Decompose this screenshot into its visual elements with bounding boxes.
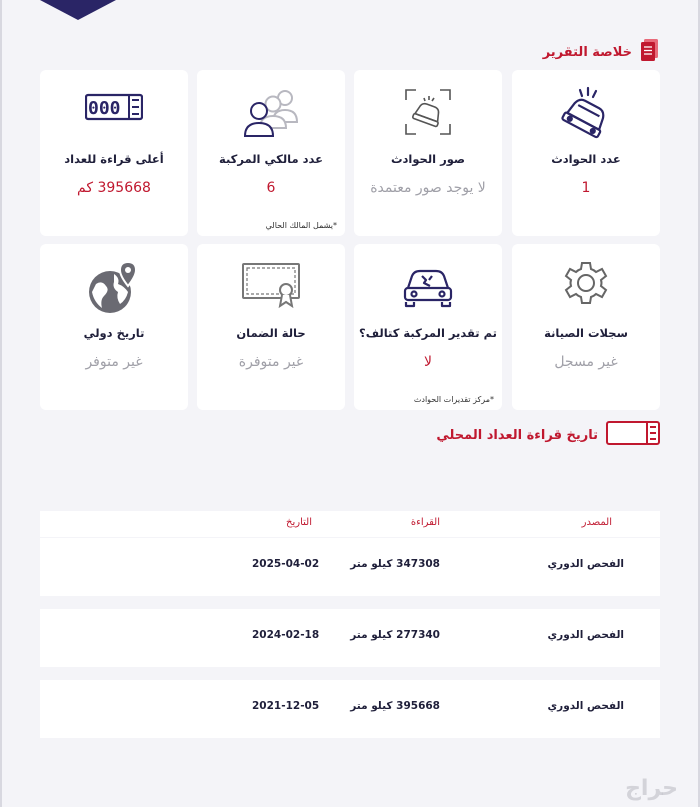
accident-photos-value: لا يوجد صور معتمدة	[370, 180, 486, 196]
odometer-history-header	[436, 420, 660, 450]
international-value: غير متوفر	[85, 354, 143, 370]
row-source: الفحص الدوري	[547, 558, 624, 570]
card-accidents-count	[512, 70, 660, 236]
international-label: تاريخ دولي	[83, 326, 145, 340]
owners-count-value: 6	[266, 180, 276, 196]
header-tab-decoration	[40, 0, 116, 20]
table-row	[40, 680, 660, 738]
row-date: 2025-04-02	[252, 558, 320, 570]
row-date: 2024-02-18	[252, 629, 320, 641]
row-source: الفحص الدوري	[547, 629, 624, 641]
column-date: التاريخ	[286, 517, 312, 528]
accidents-count-value: 1	[581, 180, 591, 196]
odometer-red-icon	[606, 420, 660, 450]
owners-count-note: *يشمل المالك الحالي	[265, 221, 337, 230]
total-loss-label: تم تقدير المركبة كتالف؟	[359, 326, 497, 340]
row-reading: 347308 كيلو متر	[350, 558, 440, 570]
odometer-history-title: تاريخ قراءة العداد المحلي	[436, 427, 598, 443]
summary-title: خلاصة التقرير	[542, 44, 632, 60]
warranty-label: حالة الضمان	[236, 326, 306, 340]
accident-photos-label: صور الحوادث	[390, 152, 466, 166]
odometer-icon-digits: 000	[88, 98, 121, 119]
max-odometer-value: 395668 كم	[77, 180, 151, 196]
card-accident-photos	[354, 70, 502, 236]
table-row	[40, 609, 660, 667]
row-reading: 277340 كيلو متر	[350, 629, 440, 641]
odometer-table-header	[40, 511, 660, 537]
warranty-value: غير متوفرة	[238, 354, 304, 370]
certificate-icon	[241, 262, 301, 314]
odometer-icon	[85, 92, 143, 126]
column-source: المصدر	[581, 517, 612, 528]
table-row	[40, 538, 660, 596]
row-source: الفحص الدوري	[547, 700, 624, 712]
left-border	[0, 0, 2, 807]
max-odometer-label: أعلى قراءة للعداد	[64, 152, 164, 166]
summary-header	[543, 38, 660, 66]
total-loss-value: لا	[424, 354, 432, 370]
owners-icon	[239, 86, 303, 142]
card-max-odometer	[40, 70, 188, 236]
row-reading: 395668 كيلو متر	[350, 700, 440, 712]
globe-pin-icon	[86, 260, 142, 320]
total-loss-note: *مركز تقديرات الحوادث	[413, 395, 494, 404]
maintenance-value: غير مسجل	[554, 354, 618, 370]
gear-icon	[561, 260, 611, 314]
owners-count-label: عدد مالكي المركبة	[219, 152, 323, 166]
card-owners-count	[197, 70, 345, 236]
card-warranty	[197, 244, 345, 410]
crashed-car-icon	[558, 86, 614, 146]
card-maintenance	[512, 244, 660, 410]
maintenance-label: سجلات الصيانة	[544, 326, 628, 340]
card-total-loss	[354, 244, 502, 410]
car-photo-icon	[402, 86, 454, 142]
column-reading: القراءة	[410, 517, 440, 528]
accidents-count-label: عدد الحوادث	[551, 152, 621, 166]
row-date: 2021-12-05	[252, 700, 320, 712]
report-doc-icon	[640, 38, 660, 66]
watermark-logo: حراج	[625, 776, 678, 801]
card-international	[40, 244, 188, 410]
odometer-red-icon-digits	[606, 425, 609, 445]
damaged-car-icon	[402, 264, 454, 312]
